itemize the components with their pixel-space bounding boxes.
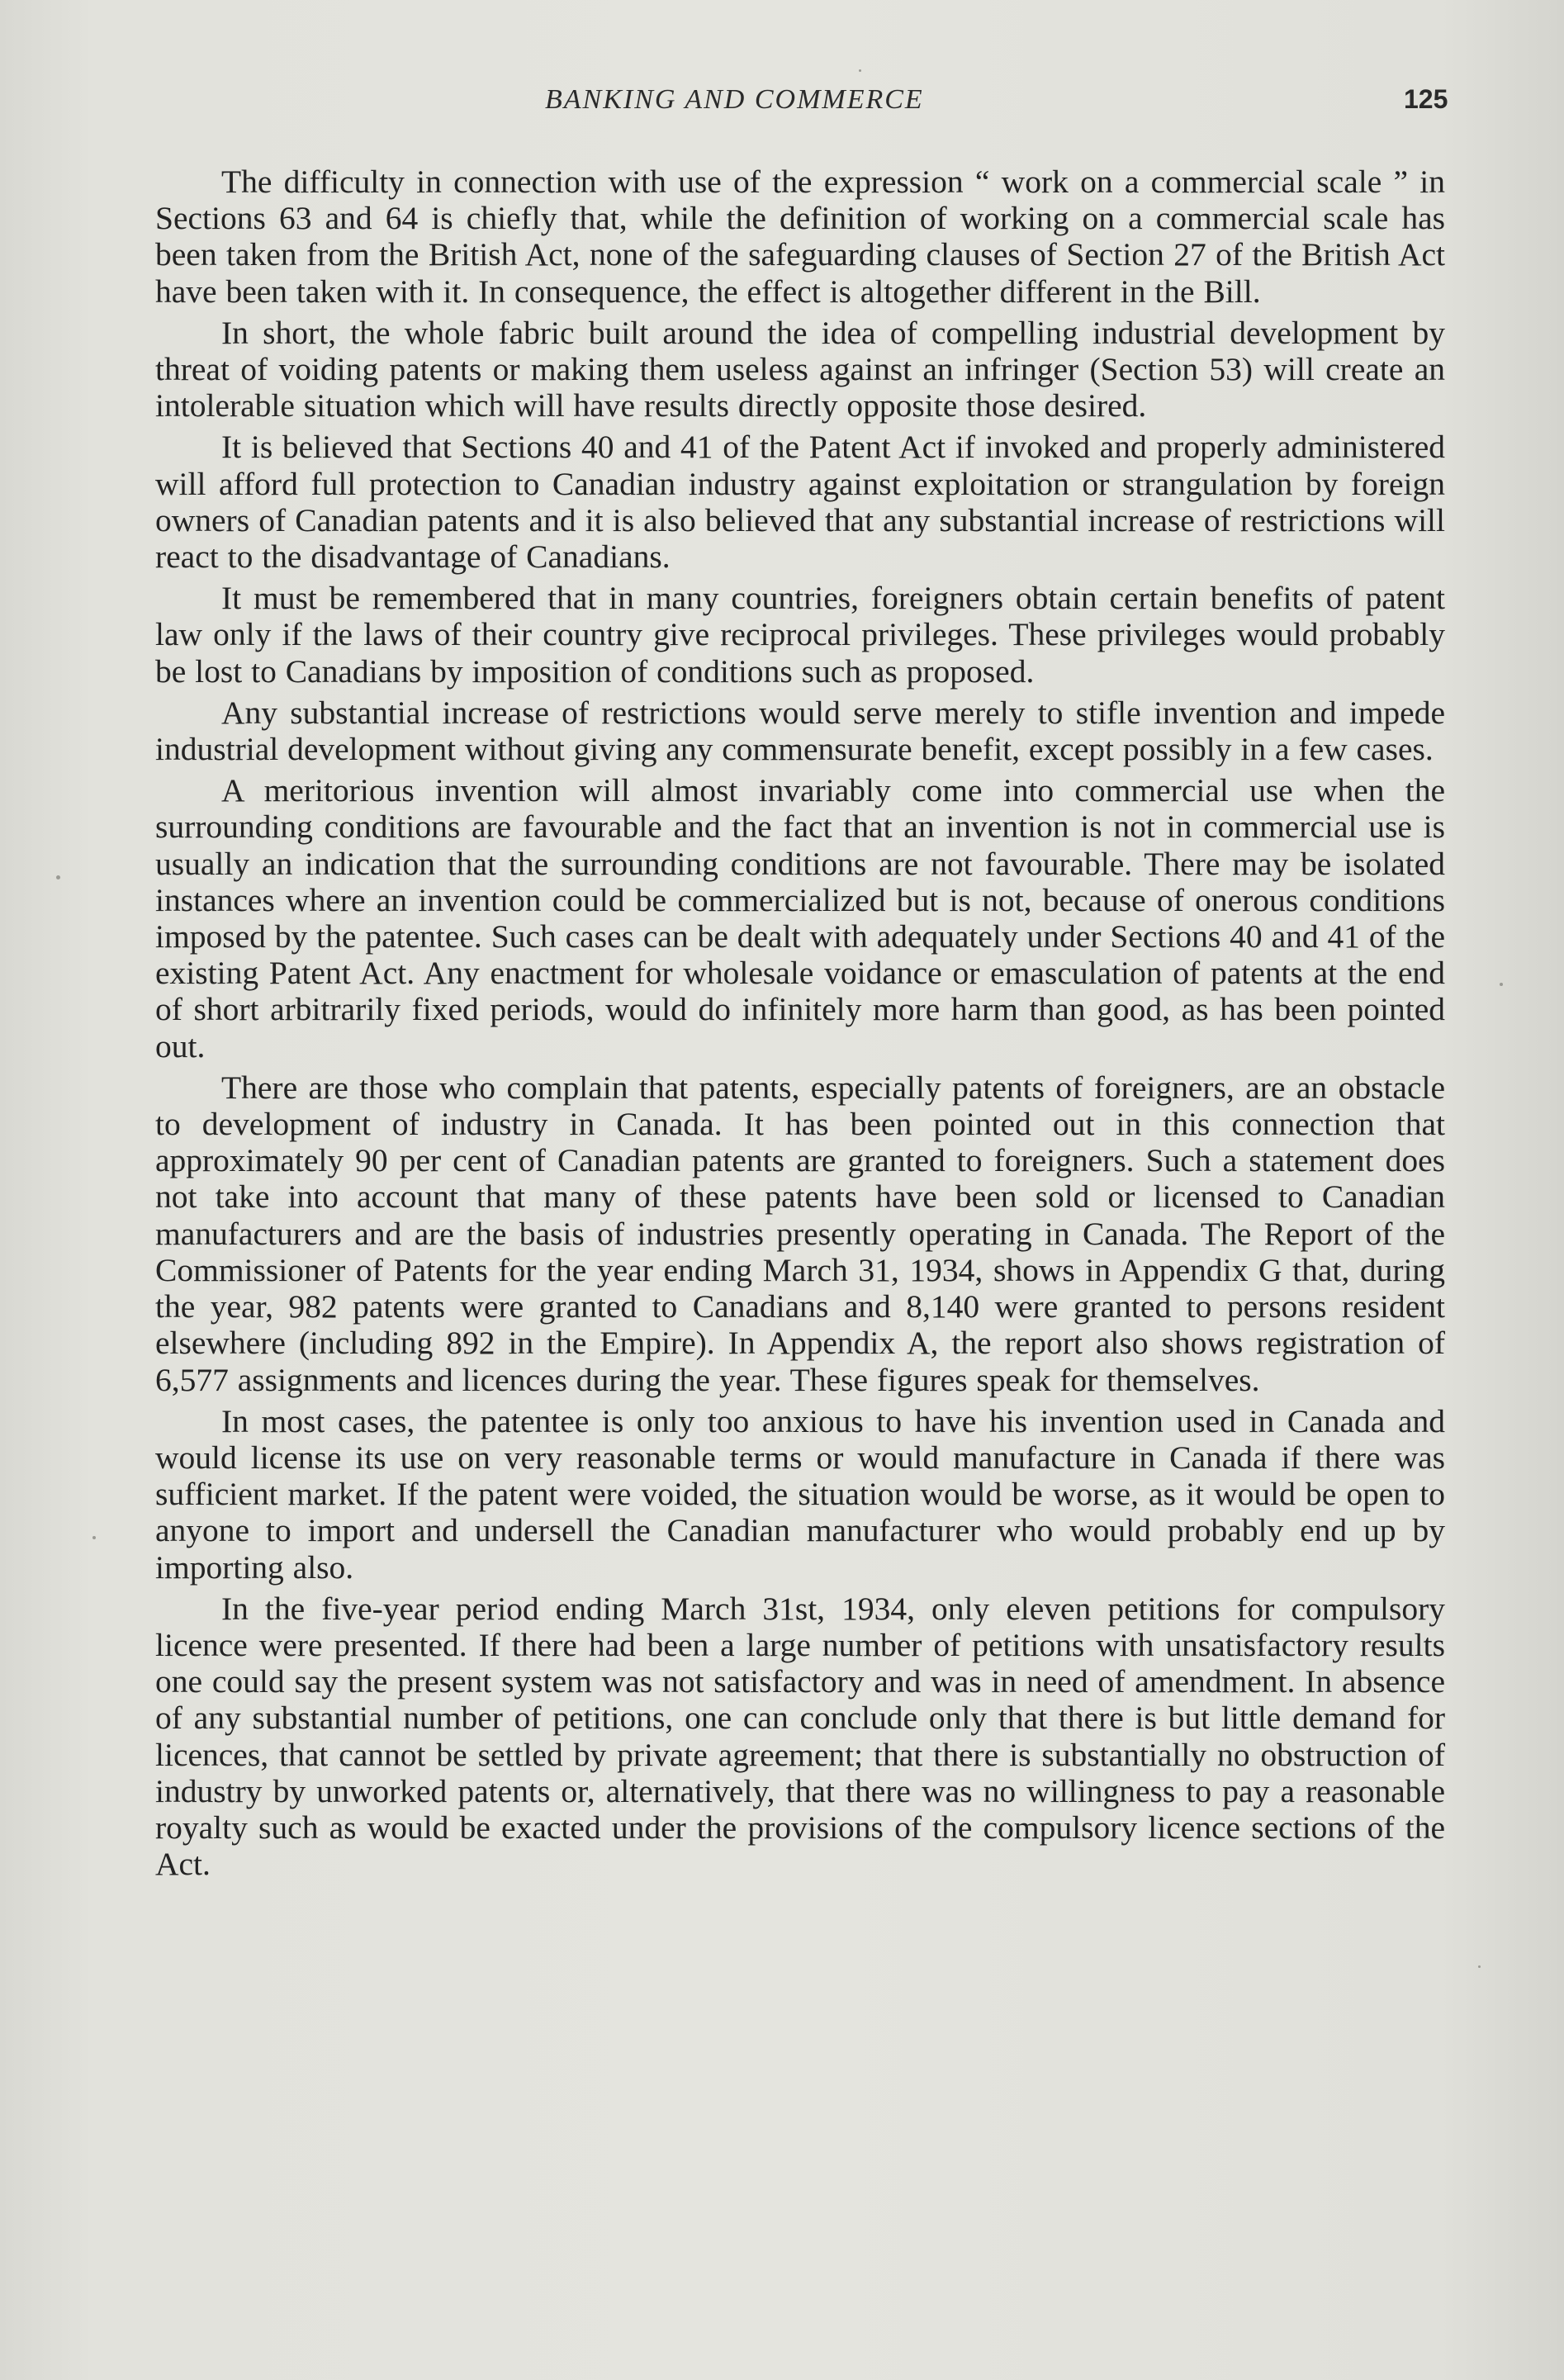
scan-speck: [859, 69, 861, 72]
running-title: BANKING AND COMMERCE: [545, 84, 924, 115]
scan-speck: [56, 875, 60, 879]
paragraph-patentee: In most cases, the patentee is only too anxious to have his invention used in Canada and would license its use on very reasonable terms or would manufacture in Canada if there was sufficient market. If the patent were voided, the situation would be worse, as it would be open to anyone to import and undersell the Canadian manufacturer who would probably end up by importing also.: [155, 1402, 1445, 1586]
body-text: [155, 164, 1445, 1887]
page-number: 125: [1404, 84, 1448, 114]
paragraph-compulsory-licence: In the five-year period ending March 31st, 1934, only eleven petitions for compulsory licence were presented. If there had been a large number of petitions with unsatisfactory results one could say the present system was not satisfactory and was in need of amendment. In absence of any substantial number of petitions, one can conclude only that there is but little demand for licences, that cannot be settled by private agreement; that there is substantially no obstruction of industry by unworked patents or, alternatively, that there was no willingness to pay a reasonable royalty such as would be exacted under the provisions of the compulsory licence sections of the Act.: [155, 1590, 1445, 1883]
paragraph-foreign-patents: There are those who complain that patents, especially patents of foreigners, are an obstacle to development of industry in Canada. It has been pointed out in this connection that approximately 90 per cent of Canadian patents are granted to foreigners. Such a statement does not take into account that many of these patents have been sold or licensed to Canadian manufacturers and are the basis of industries presently operating in Canada. The Report of the Commissioner of Patents for the year ending March 31, 1934, shows in Appendix G that, during the year, 982 patents were granted to Canadians and 8,140 were granted to persons resident elsewhere (including 892 in the Empire). In Appendix A, the report also shows registration of 6,577 assignments and licences during the year. These figures speak for themselves.: [155, 1069, 1445, 1398]
paragraph-sections-40-41: It is believed that Sections 40 and 41 of the Patent Act if invoked and properly administered will afford full protection to Canadian industry against exploitation or strangulation by foreign owners of Canadian patents and it is also believed that any substantial increase of restrictions will react to the disadvantage of Canadians.: [155, 429, 1445, 576]
paragraph-commercial-scale: The difficulty in connection with use of the expression “ work on a commercial scale ” in Sections 63 and 64 is chiefly that, while the definition of working on a commercial scale has been taken from the British Act, none of the safeguarding clauses of Section 27 of the British Act have been taken with it. In consequence, the effect is altogether different in the Bill.: [155, 164, 1445, 310]
running-header: [0, 84, 1564, 126]
scan-speck: [1478, 1965, 1481, 1968]
scan-speck: [92, 1536, 96, 1539]
paragraph-reciprocal-privileges: It must be remembered that in many countries, foreigners obtain certain benefits of patent law only if the laws of their country give reciprocal privileges. These privileges would probably be lost to Canadians by imposition of conditions such as proposed.: [155, 580, 1445, 690]
paragraph-fabric: In short, the whole fabric built around the idea of compelling industrial development by threat of voiding patents or making them useless against an infringer (Section 53) will create an intolerable situation which will have results directly opposite those desired.: [155, 314, 1445, 424]
paragraph-restrictions: Any substantial increase of restrictions would serve merely to stifle invention and impede industrial development without giving any commensurate benefit, except possibly in a few cases.: [155, 694, 1445, 768]
scan-speck: [1500, 983, 1503, 986]
paragraph-meritorious-invention: A meritorious invention will almost invariably come into commercial use when the surrounding conditions are favourable and the fact that an invention is not in commercial use is usually an indication that the surrounding conditions are not favourable. There may be isolated instances where an invention could be commercialized but is not, because of onerous conditions imposed by the patentee. Such cases can be dealt with adequately under Sections 40 and 41 of the existing Patent Act. Any enactment for wholesale voidance or emasculation of patents at the end of short arbitrarily fixed periods, would do infinitely more harm than good, as has been pointed out.: [155, 772, 1445, 1064]
